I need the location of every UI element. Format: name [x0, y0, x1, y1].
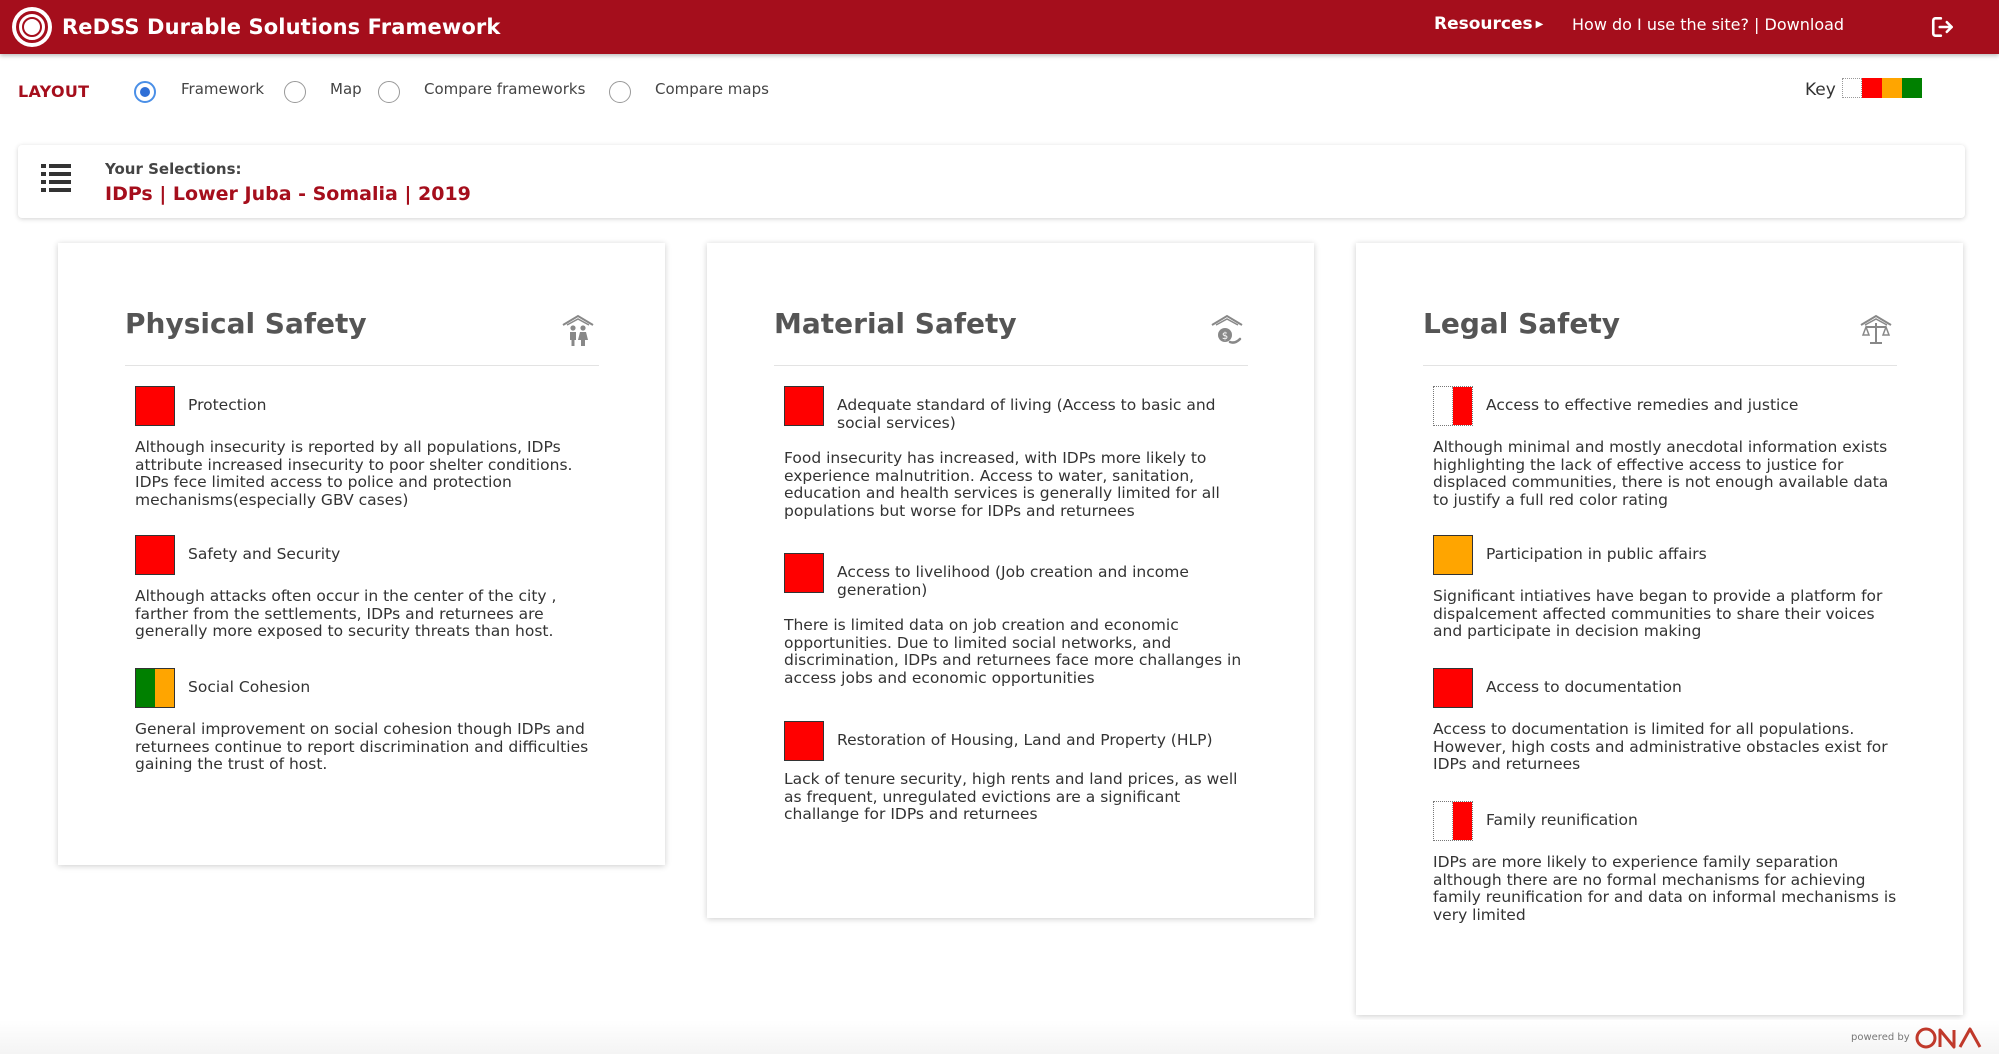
swatch-segment	[155, 669, 174, 707]
item-label: Access to effective remedies and justice	[1486, 396, 1799, 414]
status-swatch	[1433, 386, 1473, 426]
selections-value: IDPs | Lower Juba - Somalia | 2019	[105, 183, 471, 205]
powered-by-label: powered by	[1851, 1032, 1910, 1043]
status-swatch	[1433, 668, 1473, 708]
svg-text:$: $	[1221, 331, 1229, 342]
money-shelter-icon	[1210, 313, 1244, 347]
item-description: IDPs are more likely to experience family separation although there are no formal mechanisms for achieving family reunification for and data on informal mechanisms is very limited	[1433, 853, 1897, 924]
framework-item	[784, 386, 1258, 526]
card-physical-safety	[58, 243, 665, 865]
radio-label-compare-frameworks[interactable]: Compare frameworks	[424, 80, 586, 98]
card-legal-safety	[1356, 243, 1963, 1015]
key-label: Key	[1805, 80, 1836, 100]
list-icon[interactable]	[40, 161, 72, 193]
swatch-segment	[136, 536, 174, 574]
card-divider	[774, 365, 1248, 366]
key-swatch-white	[1842, 78, 1862, 98]
selections-title: Your Selections:	[105, 160, 242, 178]
caret-right-icon: ▶	[1535, 19, 1544, 30]
status-swatch	[135, 535, 175, 575]
key-swatch-orange	[1882, 78, 1902, 98]
item-label: Access to documentation	[1486, 678, 1682, 696]
item-description: General improvement on social cohesion though IDPs and returnees continue to report discrimination and difficulties gaining the trust of host.	[135, 720, 589, 774]
ona-logo-icon[interactable]	[1914, 1026, 1986, 1050]
layout-label: LAYOUT	[18, 82, 90, 101]
radio-map[interactable]	[284, 81, 306, 103]
item-label: Access to livelihood (Job creation and income generation)	[837, 563, 1189, 599]
family-shelter-icon	[561, 313, 595, 347]
status-swatch	[784, 721, 824, 761]
item-label: Social Cohesion	[188, 678, 311, 696]
status-swatch	[1433, 801, 1473, 841]
item-label: Family reunification	[1486, 811, 1638, 829]
radio-compare-frameworks[interactable]	[378, 81, 400, 103]
swatch-segment	[136, 387, 174, 425]
card-divider	[1423, 365, 1897, 366]
item-description: Although attacks often occur in the center of the city , farther from the settlements, IDPs and returnees are generally more exposed to security threats than host.	[135, 587, 557, 641]
swatch-segment	[785, 722, 823, 760]
card-title: Material Safety	[774, 307, 1017, 340]
radio-label-framework[interactable]: Framework	[181, 80, 265, 98]
item-description: Lack of tenure security, high rents and land prices, as well as frequent, unregulated evictions are a significant challange for IDPs and returnees	[784, 770, 1238, 824]
framework-item	[784, 721, 1258, 841]
color-key	[1842, 78, 1922, 98]
status-swatch	[784, 386, 824, 426]
card-divider	[125, 365, 599, 366]
swatch-segment	[785, 554, 823, 592]
framework-item	[135, 535, 609, 645]
swatch-segment	[1453, 387, 1472, 425]
item-description: Food insecurity has increased, with IDPs more likely to experience malnutrition. Access to water, sanitation, education and health services is generally limited for all populations but worse for IDPs and returnees	[784, 449, 1220, 520]
status-swatch	[1433, 535, 1473, 575]
framework-item	[135, 668, 609, 778]
swatch-segment	[1434, 536, 1472, 574]
framework-item	[1433, 386, 1907, 511]
item-label: Safety and Security	[188, 545, 341, 563]
item-description: Significant intiatives have began to provide a platform for dispalcement affected communities to share their voices and participate in decision making	[1433, 587, 1883, 641]
swatch-segment	[1434, 387, 1453, 425]
top-navbar	[0, 0, 1999, 54]
card-title: Physical Safety	[125, 307, 367, 340]
item-label: Protection	[188, 396, 267, 414]
card-title: Legal Safety	[1423, 307, 1620, 340]
redss-logo[interactable]	[12, 7, 52, 47]
swatch-segment	[1434, 802, 1453, 840]
framework-item	[1433, 535, 1907, 645]
item-description: Although insecurity is reported by all populations, IDPs attribute increased insecurity to poor shelter conditions. IDPs fece limited access to police and protection mechanisms(especially GBV cases)	[135, 438, 573, 509]
swatch-segment	[785, 387, 823, 425]
item-description: Although minimal and mostly anecdotal information exists highlighting the lack of effective access to justice for displaced communities, there is not enough available data to justify a full red color rating	[1433, 438, 1889, 509]
radio-label-map[interactable]: Map	[330, 80, 362, 98]
scales-shelter-icon	[1859, 313, 1893, 347]
help-download-link[interactable]: How do I use the site? | Download	[1572, 15, 1845, 34]
item-label: Restoration of Housing, Land and Property (HLP)	[837, 731, 1213, 749]
framework-item	[1433, 668, 1907, 778]
radio-compare-maps[interactable]	[609, 81, 631, 103]
swatch-segment	[136, 669, 155, 707]
swatch-segment	[1453, 802, 1472, 840]
resources-label: Resources	[1434, 14, 1533, 34]
radio-label-compare-maps[interactable]: Compare maps	[655, 80, 769, 98]
item-description: Access to documentation is limited for all populations. However, high costs and administrative obstacles exist for IDPs and returnees	[1433, 720, 1888, 774]
app-title[interactable]: ReDSS Durable Solutions Framework	[62, 15, 501, 39]
resources-menu[interactable]	[1434, 14, 1543, 34]
item-description: There is limited data on job creation and economic opportunities. Due to limited social networks, and discrimination, IDPs and returnees face more challanges in access jobs and economic opportunities	[784, 616, 1242, 687]
framework-item	[135, 386, 609, 511]
swatch-segment	[1434, 669, 1472, 707]
key-swatch-red	[1862, 78, 1882, 98]
footer-bar	[0, 1020, 1999, 1054]
logout-icon[interactable]	[1930, 14, 1956, 40]
key-swatch-green	[1902, 78, 1922, 98]
radio-framework[interactable]	[134, 81, 156, 103]
selections-panel	[18, 145, 1965, 218]
status-swatch	[784, 553, 824, 593]
status-swatch	[135, 668, 175, 708]
item-label: Participation in public affairs	[1486, 545, 1707, 563]
status-swatch	[135, 386, 175, 426]
card-material-safety	[707, 243, 1314, 918]
item-label: Adequate standard of living (Access to basic and social services)	[837, 396, 1216, 432]
framework-item	[784, 553, 1258, 693]
framework-item	[1433, 801, 1907, 931]
